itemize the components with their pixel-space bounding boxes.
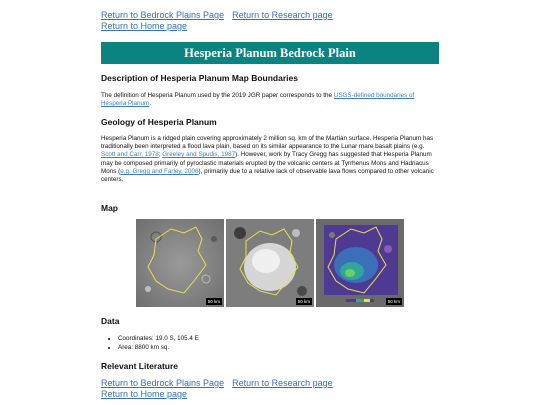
- list-item: • Coordinates: 19.0 S, 105.4 E: [118, 334, 199, 343]
- geology-heading: Geology of Hesperia Planum: [101, 117, 217, 127]
- page-title: Hesperia Planum Bedrock Plain: [101, 42, 439, 64]
- map-heading: Map: [101, 203, 118, 213]
- link-research[interactable]: Return to Research page: [232, 378, 333, 388]
- scale-bar: 50 km: [207, 299, 220, 304]
- ref-gregg-farley-link[interactable]: e.g. Gregg and Farley, 2006: [120, 167, 199, 175]
- link-research[interactable]: Return to Research page: [232, 10, 333, 20]
- scale-bar: 50 km: [297, 299, 310, 304]
- link-home[interactable]: Return to Home page: [101, 21, 188, 31]
- ref-scott-carr-link[interactable]: Scott and Carr, 1978: [101, 151, 159, 159]
- data-list: [101, 334, 199, 352]
- map-panel-2: [226, 219, 314, 307]
- list-item: • Area: 8800 km sq.: [118, 343, 199, 352]
- bottom-nav: [101, 378, 341, 400]
- link-bedrock-plains[interactable]: Return to Bedrock Plains Page: [101, 378, 225, 388]
- literature-heading: Relevant Literature: [101, 361, 178, 371]
- description-text: The definition of Hesperia Planum used by the 2019 JGR paper corresponds to the USGS-defined boundaries of Hesperia Planum.: [101, 92, 415, 108]
- map-panel-3: [316, 219, 404, 307]
- map-image: [136, 219, 404, 307]
- ref-greeley-spudis-link[interactable]: Greeley and Spudis, 1987: [162, 151, 236, 159]
- top-nav: [101, 10, 341, 32]
- link-bedrock-plains[interactable]: Return to Bedrock Plains Page: [101, 10, 225, 20]
- scale-bar: 50 km: [387, 299, 400, 304]
- link-home[interactable]: Return to Home page: [101, 389, 188, 399]
- description-heading: Description of Hesperia Planum Map Boundaries: [101, 73, 298, 83]
- usgs-boundaries-link[interactable]: USGS-defined boundaries of Hesperia Planum: [101, 92, 415, 108]
- data-heading: Data: [101, 316, 120, 326]
- geology-text: Hesperia Planum is a ridged plain covering approximately 2 million sq. km of the Martian surface. Hesperia Planum has traditionally been interpreted a flood lava plain, based on its similar appearance to the Lunar mare basalt plains (e.g. Scott and Carr, 1978; Greeley and Spudis, 1987). However, work by Tracy Gregg has suggested that Hesperia Planum may be composed primarily of pyroclastic materials erupted by the volcanic centers at Tyrrhenus Mons and Hadriacus Mons (e.g. Gregg and Farley, 2006), primarily due to a relative lack of observable lava flows compared to other volcanic centers.: [101, 135, 434, 184]
- map-panel-1: [136, 219, 224, 307]
